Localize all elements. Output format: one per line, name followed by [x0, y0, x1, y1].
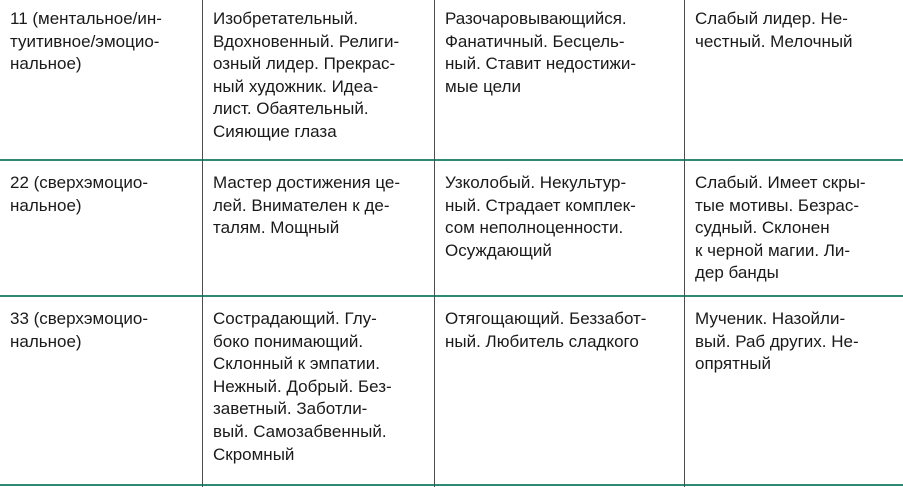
table-cell-negative: Отягощающий. Беззабот- ный. Любитель сладкого: [445, 309, 647, 351]
table-cell-positive: Сострадающий. Глу- боко понимающий. Склонный к эмпатии. Нежный. Добрый. Без- заветный. Заботли- вый. Самозабвенный. Скромный: [213, 309, 392, 464]
table-cell-positive: Изобретательный. Вдохновенный. Религи- озный лидер. Прекрас- ный художник. Идеа- лист. Обаятельный. Сияющие глаза: [213, 9, 400, 141]
table-cell-positive: Мастер достижения це- лей. Внимателен к де- талям. Мощный: [213, 173, 400, 238]
table-cell-negative: Разочаровывающийся. Фанатичный. Бесцель- ный. Ставит недостижи- мые цели: [445, 9, 637, 96]
table-cell-type: 11 (ментальное/ин- туитивное/эмоцио- нальное): [10, 9, 162, 74]
table-cell-weak: Мученик. Назойли- вый. Раб других. Не- опрятный: [695, 309, 859, 374]
row-divider: [0, 159, 903, 161]
column-divider: [684, 0, 685, 487]
column-divider: [434, 0, 435, 487]
row-divider: [0, 484, 903, 486]
table-cell-type: 22 (сверхэмоцио- нальное): [10, 173, 149, 215]
table-cell-type: 33 (сверхэмоцио- нальное): [10, 309, 149, 351]
row-divider: [0, 295, 903, 297]
table-cell-negative: Узколобый. Некультур- ный. Страдает комплек- сом неполноценности. Осуждающий: [445, 173, 636, 260]
table-cell-weak: Слабый. Имеет скры- тые мотивы. Безрас- судный. Склонен к черной магии. Ли- дер банды: [695, 173, 866, 283]
table-cell-weak: Слабый лидер. Не- честный. Мелочный: [695, 9, 853, 51]
column-divider: [202, 0, 203, 487]
